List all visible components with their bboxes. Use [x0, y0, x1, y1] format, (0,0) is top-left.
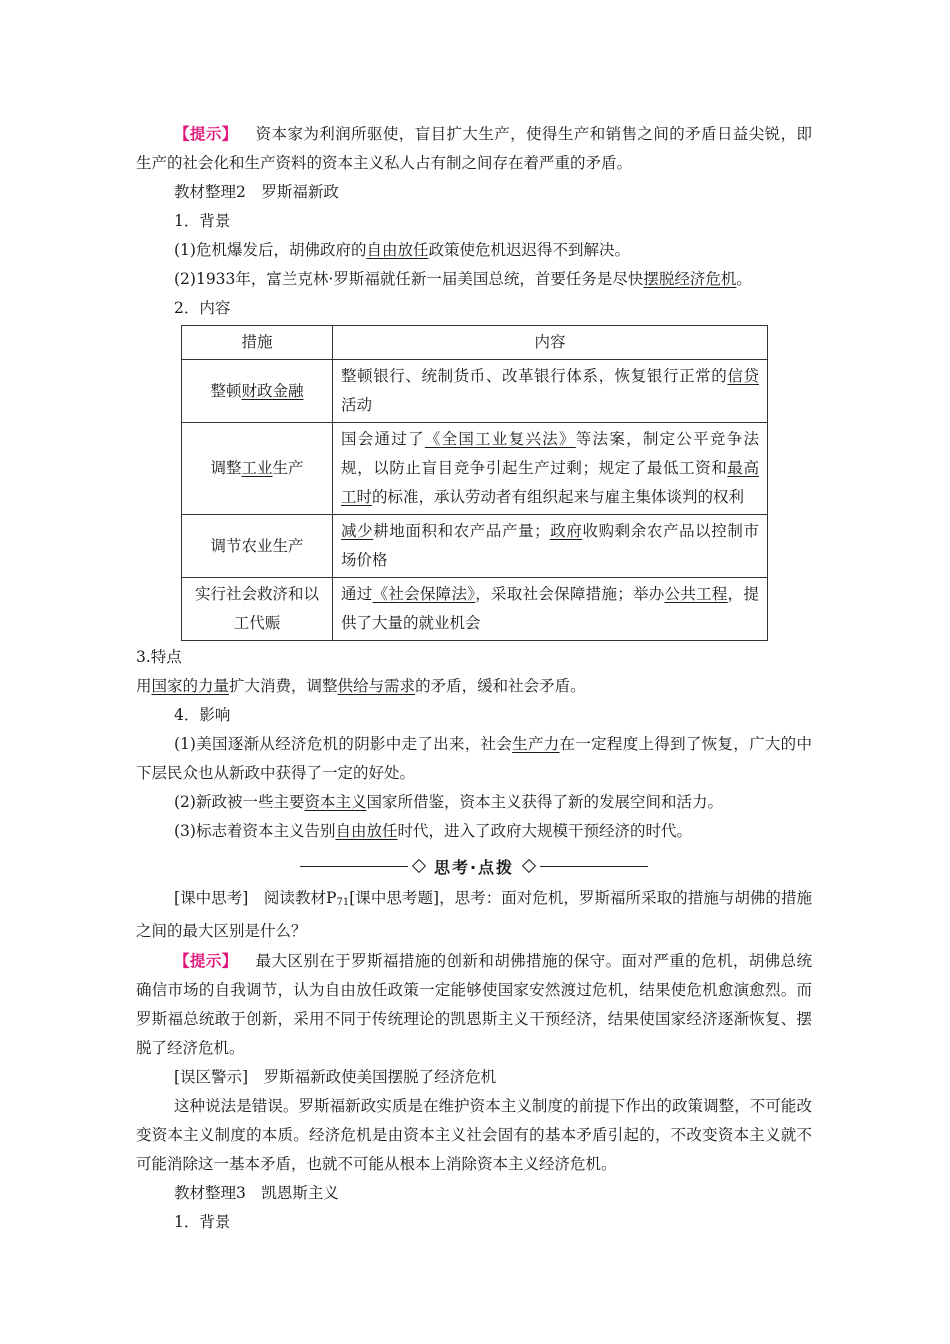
content-cell: 减少耕地面积和农产品产量；政府收购剩余农产品以控制市场价格 — [333, 515, 768, 578]
impact-heading: 4．影响 — [174, 706, 231, 724]
feature-text: 用国家的力量扩大消费，调整供给与需求的矛盾，缓和社会矛盾。 — [136, 677, 586, 695]
hint-paragraph-1 — [136, 119, 812, 178]
underlined-term: 政府 — [549, 522, 583, 540]
divider-title: 思考·点拨 — [433, 857, 515, 877]
diamond-icon — [412, 859, 426, 873]
hint-text: 最大区别在于罗斯福措施的创新和胡佛措施的保守。面对严重的危机，胡佛总统确信市场的自我调节，认为自由放任政策一定能够使国家安然渡过危机，结果使危机愈演愈烈。而罗斯福总统敢于创新，采用不同于传统理论的凯恩斯主义干预经济，结果使国家经济逐渐恢复、摆脱了经济危机。 — [136, 952, 812, 1057]
underlined-term: 供给与需求 — [337, 677, 416, 695]
content-cell: 整顿银行、统制货币、改革银行体系，恢复银行正常的信贷活动 — [333, 360, 768, 423]
divider-line — [300, 866, 408, 867]
background-heading: 1．背景 — [174, 212, 231, 230]
misconception-text: 这种说法是错误。罗斯福新政实质是在维护资本主义制度的前提下作出的政策调整，不可能改变资本主义制度的本质。经济危机是由资本主义社会固有的基本矛盾引起的，不改变资本主义就不可能消除这一基本矛盾，也就不可能从根本上消除资本主义经济危机。 — [136, 1097, 812, 1173]
table-header-cell: 措施 — [182, 326, 333, 360]
underlined-term: 《全国工业复兴法》 — [424, 430, 576, 448]
impact-item-3: (3)标志着资本主义告别自由放任时代，进入了政府大规模干预经济的时代。 — [174, 822, 692, 840]
measure-cell: 调整工业生产 — [182, 423, 333, 515]
impact-item-2: (2)新政被一些主要资本主义国家所借鉴，资本主义获得了新的发展空间和活力。 — [174, 793, 723, 811]
table-header-row — [182, 326, 768, 360]
underlined-term: 最高工时 — [341, 459, 759, 506]
section-divider — [136, 855, 812, 877]
table-row — [182, 578, 768, 641]
underlined-term: 公共工程 — [664, 585, 728, 603]
misconception-title: [误区警示] 罗斯福新政使美国摆脱了经济危机 — [174, 1068, 497, 1086]
underlined-term: 工业 — [241, 459, 273, 477]
section-heading-3: 教材整理3 凯恩斯主义 — [174, 1184, 339, 1202]
table-row — [182, 360, 768, 423]
underlined-term: 《社会保障法》 — [372, 585, 476, 603]
table-header-cell: 内容 — [333, 326, 768, 360]
underlined-term: 生产力 — [512, 735, 560, 753]
table-row — [182, 515, 768, 578]
hint-paragraph-2 — [136, 946, 812, 1063]
content-heading: 2．内容 — [174, 299, 231, 317]
hint-text: 资本家为利润所驱使，盲目扩大生产，使得生产和销售之间的矛盾日益尖锐，即生产的社会化和生产资料的资本主义私人占有制之间存在着严重的矛盾。 — [136, 125, 812, 172]
section-heading-2: 教材整理2 罗斯福新政 — [174, 183, 339, 201]
document-body — [136, 119, 812, 1237]
background-item-1: (1)危机爆发后，胡佛政府的自由放任政策使危机迟迟得不到解决。 — [174, 241, 630, 259]
impact-item-1: (1)美国逐渐从经济危机的阴影中走了出来，社会生产力在一定程度上得到了恢复，广大的中下层民众也从新政中获得了一定的好处。 — [136, 735, 812, 782]
measure-cell: 整顿财政金融 — [182, 360, 333, 423]
table-row — [182, 423, 768, 515]
underlined-term: 资本主义 — [304, 793, 367, 811]
divider-line — [540, 866, 648, 867]
underlined-term: 国家的力量 — [151, 677, 230, 695]
underlined-term: 摆脱经济危机 — [643, 270, 737, 288]
background-heading-3: 1．背景 — [174, 1213, 231, 1231]
content-cell: 国会通过了《全国工业复兴法》等法案，制定公平竞争法规，以防止盲目竞争引起生产过剩；规定了最低工资和最高工时的标准，承认劳动者有组织起来与雇主集体谈判的权利 — [333, 423, 768, 515]
underlined-term: 自由放任 — [335, 822, 398, 840]
feature-heading: 3.特点 — [136, 648, 182, 666]
hint-label: 【提示】 — [174, 951, 238, 970]
underlined-term: 财政金融 — [241, 381, 304, 400]
underlined-term: 信贷 — [727, 367, 759, 385]
think-question: [课中思考] 阅读教材$P_{71}$[课中思考题]，思考：面对危机，罗斯福所采取的措施与胡佛的措施之间的最大区别是什么？ — [136, 889, 812, 940]
hint-label: 【提示】 — [174, 124, 238, 143]
measure-cell: 调节农业生产 — [182, 515, 333, 578]
content-cell: 通过《社会保障法》，采取社会保障措施；举办公共工程，提供了大量的就业机会 — [333, 578, 768, 641]
underlined-term: 减少 — [341, 522, 374, 540]
measures-table — [181, 325, 768, 641]
underlined-term: 自由放任 — [366, 241, 429, 259]
background-item-2: (2)1933年，富兰克林·罗斯福就任新一届美国总统，首要任务是尽快摆脱经济危机。 — [174, 270, 752, 288]
measure-cell: 实行社会救济和以工代赈 — [182, 578, 333, 641]
diamond-icon — [522, 859, 536, 873]
